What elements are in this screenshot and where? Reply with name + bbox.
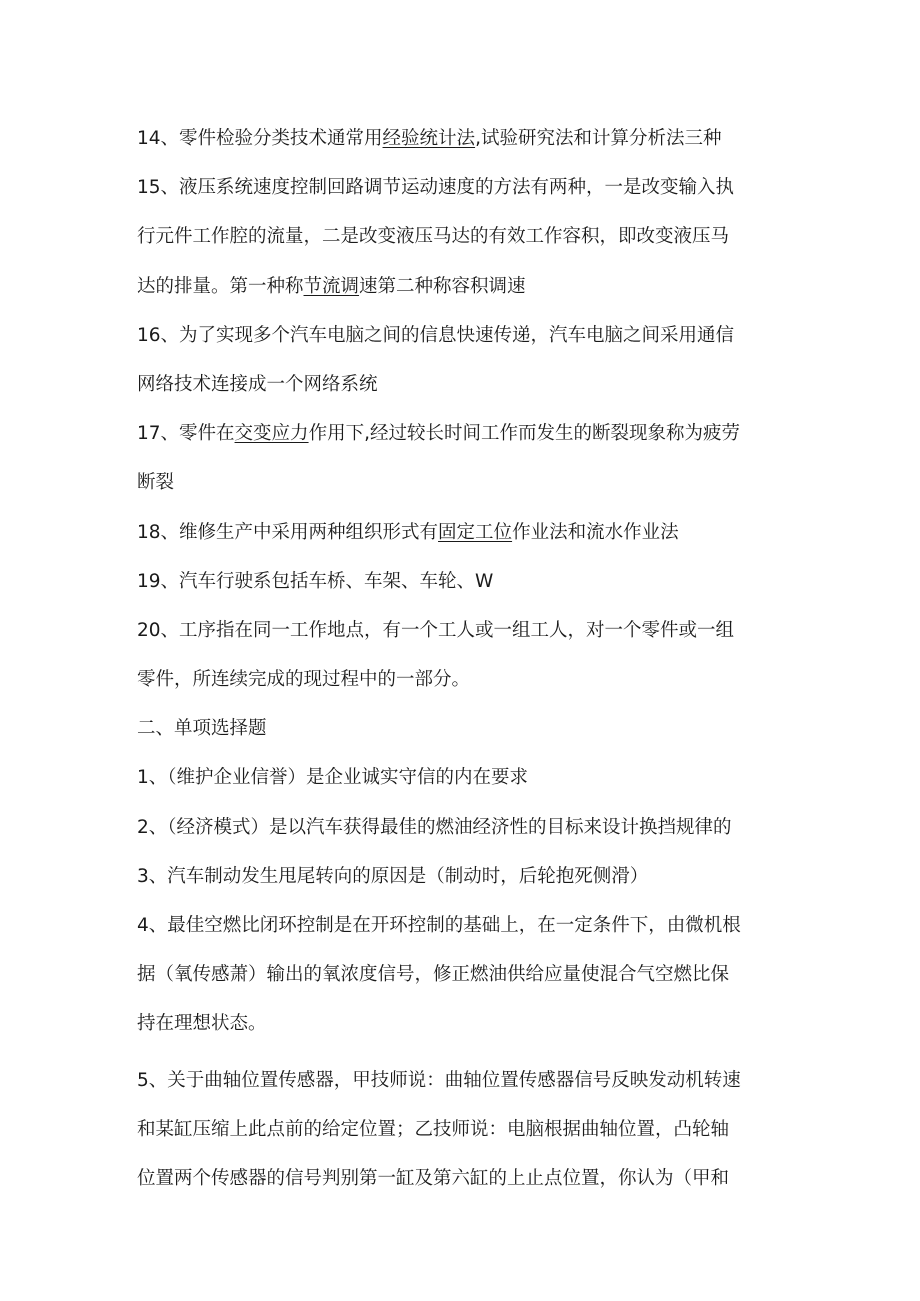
paragraph-line (137, 458, 787, 507)
paragraph-line (137, 557, 787, 606)
text-run: 断裂 (137, 472, 175, 494)
underlined-answer: 交变应力 (234, 423, 309, 445)
text-run: 和某缸压缩上此点前的给定位置；乙技师说：电脑根据曲轴位置，凸轮轴 (137, 1118, 730, 1140)
text-run: 16、为了实现多个汽车电脑之间的信息快速传递，汽车电脑之间采用通信 (137, 324, 735, 346)
paragraph-line (137, 1056, 787, 1105)
paragraph-line (137, 212, 787, 261)
underlined-answer: 节流调 (303, 275, 360, 297)
paragraph-line (137, 1105, 787, 1154)
text-run: 19、汽车行驶系包括车桥、车架、车轮、W (137, 570, 494, 592)
paragraph-line (137, 606, 787, 655)
paragraph-line (137, 508, 787, 557)
text-run: 据（氧传感萧）输出的氧浓度信号，修正燃油供给应量使混合气空燃比保 (137, 964, 730, 986)
underlined-answer: 经验统计法 (382, 128, 476, 149)
underlined-answer: 固定工位 (438, 521, 513, 543)
document-body (137, 114, 787, 1203)
text-run: 20、工序指在同一工作地点，有一个工人或一组工人，对一个零件或一组 (137, 619, 735, 641)
text-run: 4、最佳空燃比闭环控制是在开环控制的基础上，在一定条件下，由微机根 (137, 915, 741, 936)
text-run: 行元件工作腔的流量，二是改变液压马达的有效工作容积，即改变液压马 (137, 226, 730, 248)
text-run: 18、维修生产中采用两种组织形式有 (137, 521, 439, 543)
paragraph-line (137, 753, 787, 802)
section-heading (137, 704, 787, 753)
paragraph-line (137, 114, 787, 163)
text-run: 持在理想状态。 (137, 1013, 267, 1035)
paragraph-line (137, 360, 787, 409)
text-run: 2、（经济模式）是以汽车获得最佳的燃油经济性的目标来设计换挡规律的 (137, 816, 732, 838)
text-run: 位置两个传感器的信号判别第一缸及第六缸的上止点位置，你认为（甲和 (137, 1167, 730, 1189)
text-run: 网络技术连接成一个网络系统 (137, 373, 378, 395)
text-run: 17、零件在 (137, 423, 235, 445)
paragraph-line (137, 803, 787, 852)
paragraph-line (137, 655, 787, 704)
paragraph-line (137, 262, 787, 311)
text-run: 5、关于曲轴位置传感器，甲技师说：曲轴位置传感器信号反映发动机转速 (137, 1069, 741, 1091)
text-run: 零件，所连续完成的现过程中的一部分。 (137, 669, 471, 691)
paragraph-line (137, 163, 787, 212)
text-run: 15、液压系统速度控制回路调节运动速度的方法有两种，一是改变输入执 (137, 177, 735, 199)
paragraph-line (137, 852, 787, 901)
text-run: 3、汽车制动发生甩尾转向的原因是（制动时，后轮抱死侧滑） (137, 865, 649, 887)
text-run: 二、单项选择题 (137, 718, 267, 740)
paragraph-line (137, 1154, 787, 1203)
text-run: 14、零件检验分类技术通常用 (137, 128, 383, 149)
text-run: 达的排量。第一种称 (137, 275, 304, 297)
text-run: 速第二种称容积调速 (359, 275, 526, 297)
text-run: 作用下,经过较长时间工作而发生的断裂现象称为疲劳 (308, 423, 740, 445)
text-run: 1、（维护企业信誉）是企业诚实守信的内在要求 (137, 767, 529, 789)
paragraph-line (137, 409, 787, 458)
paragraph-line (137, 950, 787, 999)
paragraph-line (137, 311, 787, 360)
paragraph-line (137, 901, 787, 950)
paragraph-line (137, 999, 787, 1048)
text-run: ,试验研究法和计算分析法三种 (475, 128, 722, 149)
text-run: 作业法和流水作业法 (512, 521, 679, 543)
